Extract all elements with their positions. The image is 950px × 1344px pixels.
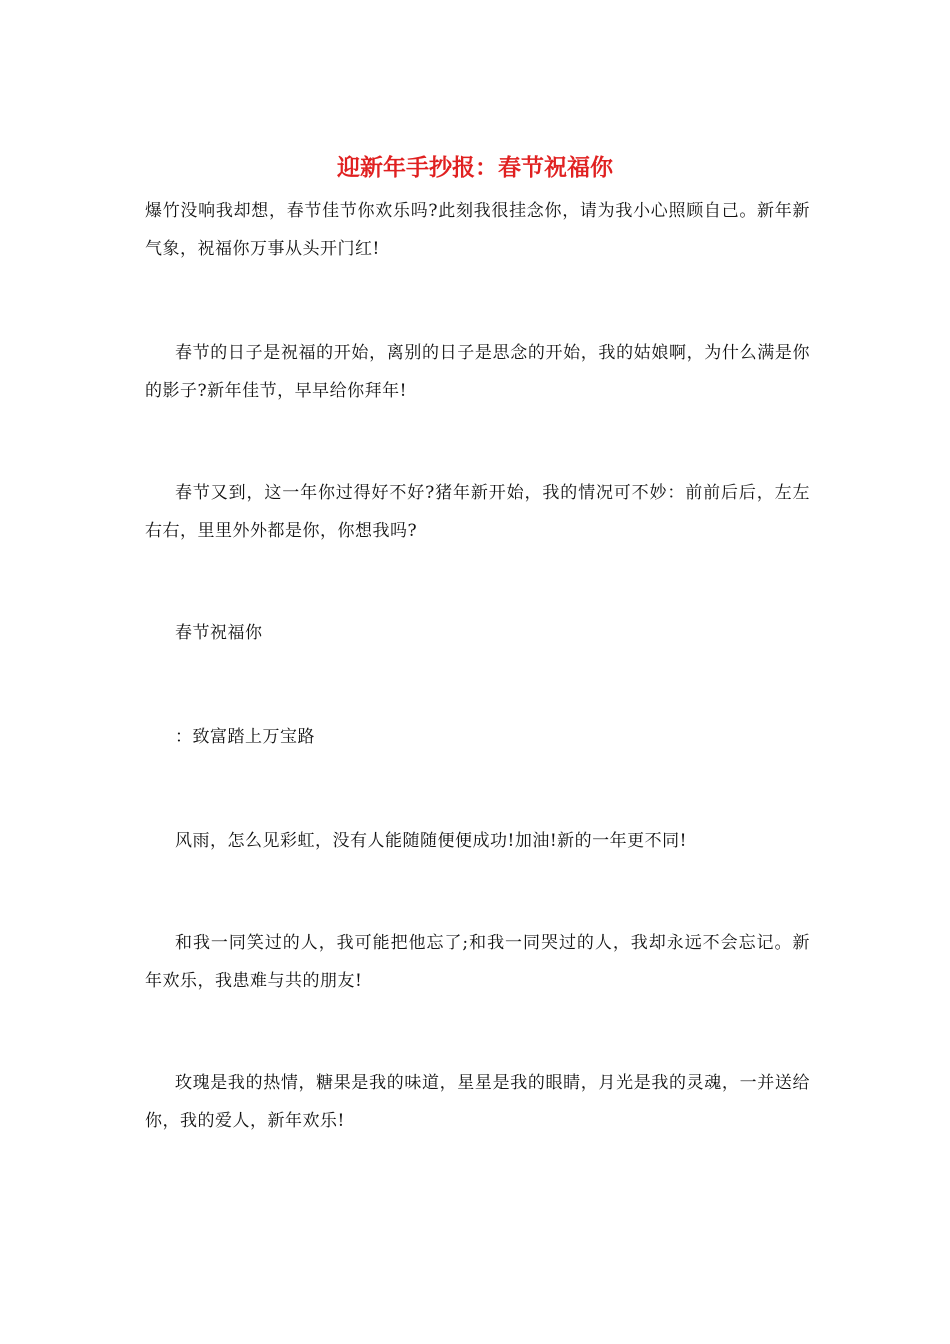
paragraph-4: 春节祝福你 <box>175 623 263 643</box>
paragraph-1: 爆竹没响我却想，春节佳节你欢乐吗?此刻我很挂念你，请为我小心照顾自己。新年新气象，祝福你万事从头开门红! <box>145 201 810 259</box>
paragraph-2: 春节的日子是祝福的开始，离别的日子是思念的开始，我的姑娘啊，为什么满是你的影子?新年佳节，早早给你拜年! <box>145 343 810 401</box>
paragraph-3: 春节又到，这一年你过得好不好?猪年新开始，我的情况可不妙：前前后后，左左右右，里里外外都是你，你想我吗? <box>145 483 810 541</box>
document-title: 迎新年手抄报：春节祝福你 <box>337 154 613 181</box>
paragraph-8: 玫瑰是我的热情，糖果是我的味道，星星是我的眼睛，月光是我的灵魂，一并送给你，我的爱人，新年欢乐! <box>145 1073 810 1131</box>
paragraph-5: ：致富踏上万宝路 <box>175 727 315 747</box>
paragraph-6: 风雨，怎么见彩虹，没有人能随随便便成功!加油!新的一年更不同! <box>175 831 687 851</box>
paragraph-7: 和我一同笑过的人，我可能把他忘了;和我一同哭过的人，我却永远不会忘记。新年欢乐，我患难与共的朋友! <box>145 933 810 991</box>
